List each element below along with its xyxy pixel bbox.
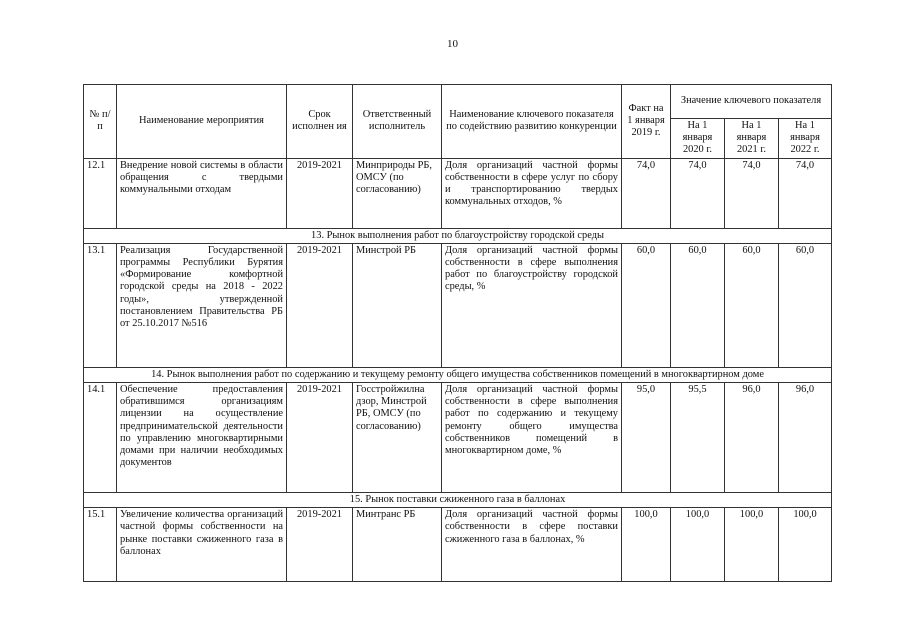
indicator: Доля организаций частной формы собственности в сфере выполнения работ по содержанию и текущему ремонту общего имущества собственников помещений в многоквартирном доме, % [442,383,622,493]
header-year-2020: На 1 января 2020 г. [671,119,725,159]
header-year-2022: На 1 января 2022 г. [779,119,832,159]
header-key-value: Значение ключевого показателя [671,85,832,119]
responsible: Госстройжилна дзор, Минстрой РБ, ОМСУ (по согласованию) [353,383,442,493]
table-row [84,243,832,367]
value-2021: 96,0 [725,383,779,493]
header-term: Срок исполнен ия [287,85,353,159]
fact-value: 74,0 [622,158,671,228]
fact-value: 95,0 [622,383,671,493]
event-name: Увеличение количества организаций частной формы собственности на рынке поставки сжиженного газа в баллонах [117,508,287,582]
section-title: 13. Рынок выполнения работ по благоустройству городской среды [84,228,832,243]
header-responsible: Ответственный исполнитель [353,85,442,159]
measures-table [83,84,832,582]
value-2022: 96,0 [779,383,832,493]
fact-value: 100,0 [622,508,671,582]
section-title: 14. Рынок выполнения работ по содержанию и текущему ремонту общего имущества собственников помещений в многоквартирном доме [84,367,832,382]
header-fact: Факт на 1 января 2019 г. [622,85,671,159]
value-2021: 100,0 [725,508,779,582]
event-name: Обеспечение предоставления обратившимся организациям лицензии на осуществление предпринимательской деятельности по управлению многоквартирными домами при наличии необходимых документов [117,383,287,493]
row-number: 15.1 [84,508,117,582]
table-row [84,508,832,582]
table-row [84,158,832,228]
value-2020: 74,0 [671,158,725,228]
indicator: Доля организаций частной формы собственности в сфере поставки сжиженного газа в баллонах, % [442,508,622,582]
term: 2019-2021 [287,158,353,228]
event-name: Реализация Государственной программы Республики Бурятия «Формирование комфортной городской среды на 2018 - 2022 годы», утвержденной постановлением Правительства РБ от 25.10.2017 №516 [117,243,287,367]
section-title: 15. Рынок поставки сжиженного газа в баллонах [84,493,832,508]
fact-value: 60,0 [622,243,671,367]
value-2020: 60,0 [671,243,725,367]
value-2021: 74,0 [725,158,779,228]
header-year-2021: На 1 января 2021 г. [725,119,779,159]
header-num: № п/п [84,85,117,159]
value-2022: 60,0 [779,243,832,367]
value-2021: 60,0 [725,243,779,367]
section-row [84,228,832,243]
section-row [84,367,832,382]
table-row [84,383,832,493]
row-number: 13.1 [84,243,117,367]
term: 2019-2021 [287,243,353,367]
section-row [84,493,832,508]
indicator: Доля организаций частной формы собственности в сфере выполнения работ по благоустройству городской среды, % [442,243,622,367]
value-2022: 74,0 [779,158,832,228]
value-2022: 100,0 [779,508,832,582]
header-indicator: Наименование ключевого показателя по содействию развитию конкуренции [442,85,622,159]
event-name: Внедрение новой системы в области обращения с твердыми коммунальными отходам [117,158,287,228]
responsible: Минприроды РБ, ОМСУ (по согласованию) [353,158,442,228]
row-number: 12.1 [84,158,117,228]
responsible: Минстрой РБ [353,243,442,367]
term: 2019-2021 [287,383,353,493]
indicator: Доля организаций частной формы собственности в сфере услуг по сбору и транспортированию твердых коммунальных отходов, % [442,158,622,228]
responsible: Минтранс РБ [353,508,442,582]
value-2020: 95,5 [671,383,725,493]
value-2020: 100,0 [671,508,725,582]
term: 2019-2021 [287,508,353,582]
header-event: Наименование мероприятия [117,85,287,159]
page-number: 10 [447,38,458,50]
row-number: 14.1 [84,383,117,493]
